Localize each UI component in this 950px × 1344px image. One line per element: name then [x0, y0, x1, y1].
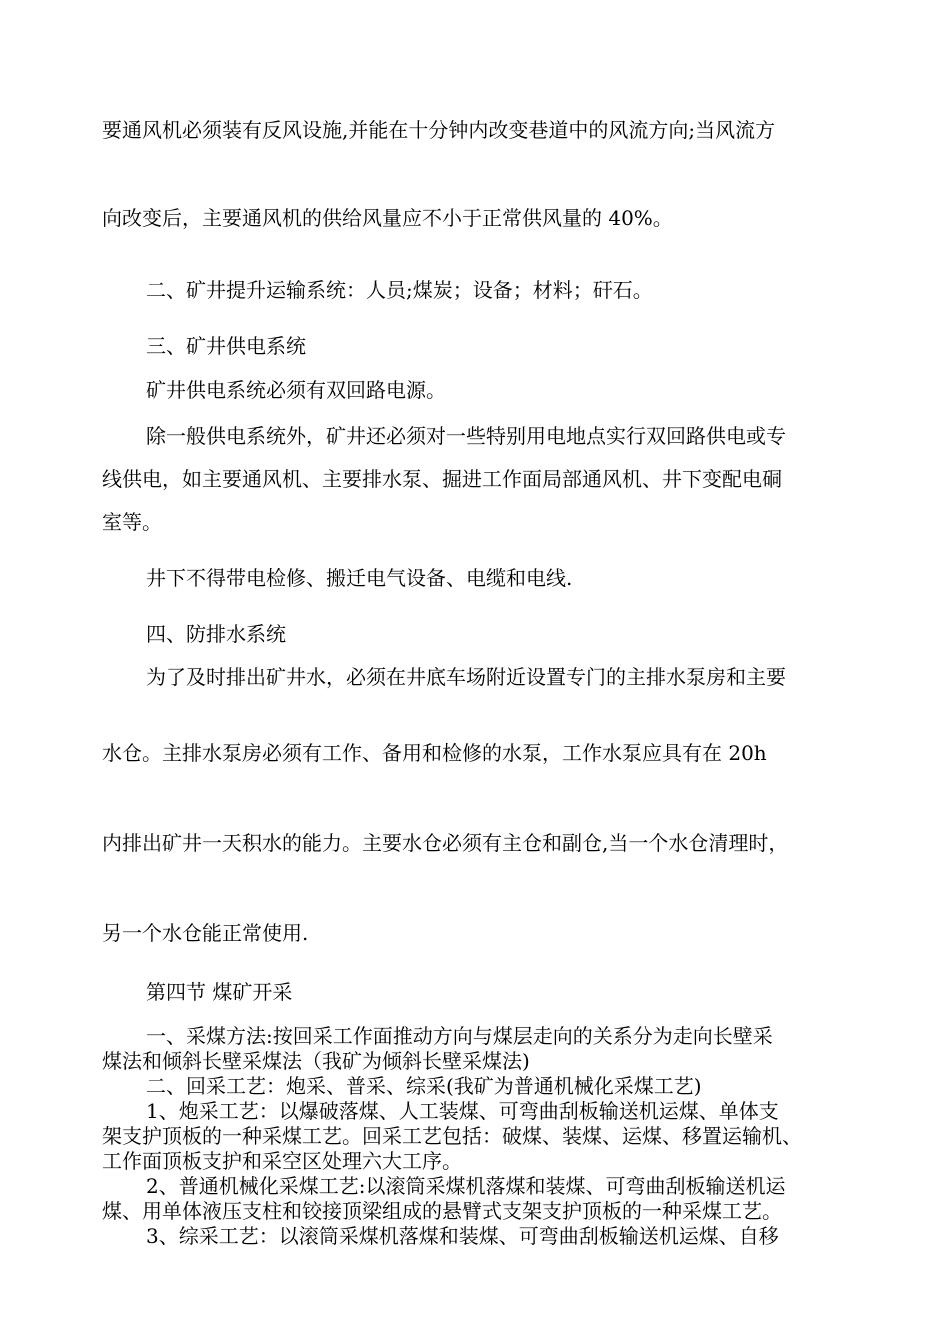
section-heading-power: 三、矿井供电系统	[146, 334, 306, 358]
paragraph-line-1: 要通风机必须装有反风设施,并能在十分钟内改变巷道中的风流方向;当风流方	[102, 118, 776, 142]
paragraph-line-19: 1、炮采工艺：以爆破落煤、人工装煤、可弯曲刮板输送机运煤、单体支	[146, 1099, 779, 1123]
paragraph-line-23: 煤、用单体液压支柱和铰接顶梁组成的悬臂式支架支护顶板的一种采煤工艺。	[102, 1199, 782, 1223]
paragraph-line-20: 架支护顶板的一种采煤工艺。回采工艺包括：破煤、装煤、运煤、移置运输机、	[102, 1124, 802, 1148]
section-heading-hoisting: 二、矿井提升运输系统：人员;煤炭；设备；材料；矸石。	[146, 278, 653, 302]
paragraph-line-2: 向改变后，主要通风机的供给风量应不小于正常供风量的 40%。	[102, 206, 673, 230]
paragraph-line-24: 3、综采工艺：以滚筒采煤机落煤和装煤、可弯曲刮板输送机运煤、自移	[146, 1224, 779, 1248]
paragraph-line-8: 室等。	[102, 510, 162, 534]
paragraph-line-11: 为了及时排出矿井水，必须在井底车场附近设置专门的主排水泵房和主要	[146, 665, 786, 689]
paragraph-line-13: 内排出矿井一天积水的能力。主要水仓必须有主仓和副仓,当一个水仓清理时，	[102, 831, 789, 855]
paragraph-line-9: 井下不得带电检修、搬迁电气设备、电缆和电线.	[146, 566, 573, 590]
paragraph-line-18: 二、回采工艺：炮采、普采、综采(我矿为普通机械化采煤工艺)	[146, 1074, 702, 1098]
paragraph-line-12: 水仓。主排水泵房必须有工作、备用和检修的水泵，工作水泵应具有在 20h	[102, 741, 767, 765]
paragraph-line-6: 除一般供电系统外，矿井还必须对一些特别用电地点实行双回路供电或专	[146, 424, 786, 448]
paragraph-line-14: 另一个水仓能正常使用.	[102, 921, 309, 945]
paragraph-line-22: 2、普通机械化采煤工艺:以滚筒采煤机落煤和装煤、可弯曲刮板输送机运	[146, 1174, 786, 1198]
paragraph-line-17: 煤法和倾斜长壁采煤法（我矿为倾斜长壁采煤法)	[102, 1049, 530, 1073]
section-title-coal-mining: 第四节 煤矿开采	[146, 980, 293, 1004]
section-heading-drainage: 四、防排水系统	[146, 622, 286, 646]
paragraph-line-21: 工作面顶板支护和采空区处理六大工序。	[102, 1149, 462, 1173]
paragraph-line-5: 矿井供电系统必须有双回路电源。	[146, 378, 446, 402]
paragraph-line-16: 一、采煤方法:按回采工作面推动方向与煤层走向的关系分为走向长壁采	[146, 1024, 773, 1048]
paragraph-line-7: 线供电，如主要通风机、主要排水泵、掘进工作面局部通风机、井下变配电硐	[102, 467, 782, 491]
